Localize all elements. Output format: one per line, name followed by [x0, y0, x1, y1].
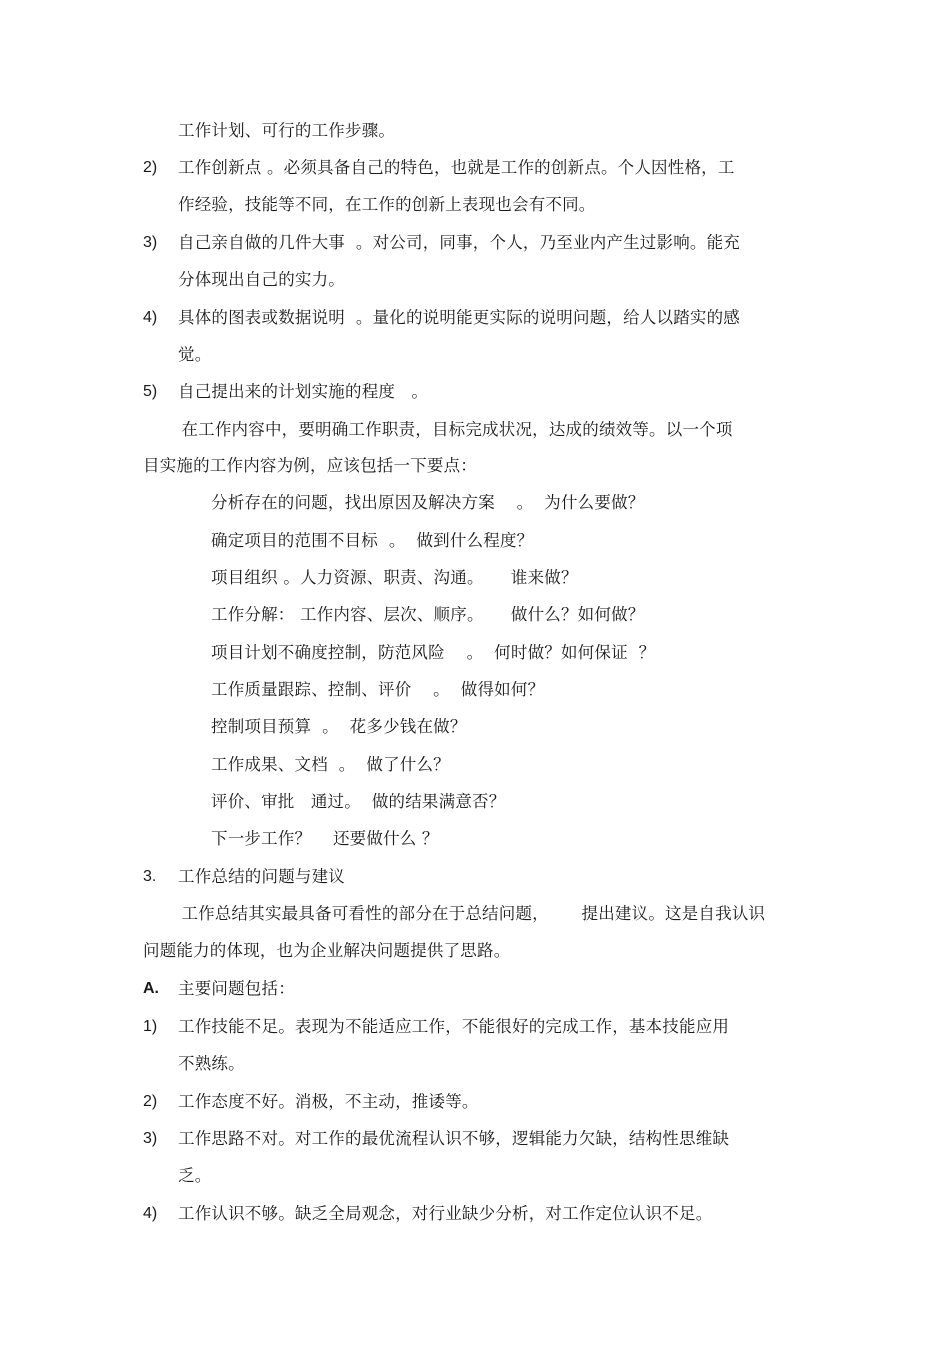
- text-line: 工作计划、可行的工作步骤。: [178, 121, 396, 140]
- list-item-text: 自己亲自做的几件大事 。对公司，同事，个人，乃至业内产生过影响。能充: [178, 233, 740, 252]
- key-point: 工作分解： 工作内容、层次、顺序。 做什么？如何做？: [211, 605, 645, 624]
- key-point: 评价、审批 通过。 做的结果满意否？: [211, 792, 506, 811]
- list-item-text: 工作创新点 。必须具备自己的特色，也就是工作的创新点。个人因性格，工: [178, 158, 735, 177]
- list-item-text: 作经验，技能等不同，在工作的创新上表现也会有不同。: [178, 195, 596, 214]
- list-item-text: 工作认识不够。缺乏全局观念，对行业缺少分析，对工作定位认识不足。: [178, 1204, 713, 1223]
- key-point: 下一步工作？ 还要做什么 ？: [211, 829, 439, 848]
- list-number: 3): [143, 234, 158, 251]
- key-point: 项目计划不确度控制，防范风险 。 何时做？如何保证 ？: [211, 643, 656, 662]
- key-point: 确定项目的范围不目标 。 做到什么程度？: [211, 531, 534, 550]
- list-number: 2): [143, 1093, 158, 1110]
- list-item-text: 具体的图表或数据说明 。量化的说明能更实际的说明问题，给人以踏实的感: [178, 308, 740, 327]
- key-point: 工作质量跟踪、控制、评价 。 做得如何？: [211, 680, 545, 699]
- section-number: 3.: [143, 868, 157, 885]
- section-number: A.: [143, 980, 159, 997]
- list-item-text: 觉。: [178, 345, 212, 364]
- list-item-text: 工作技能不足。表现为不能适应工作，不能很好的完成工作，基本技能应用: [178, 1017, 730, 1036]
- key-point: 工作成果、文档 。 做了什么？: [211, 755, 450, 774]
- key-point: 控制项目预算 。 花多少钱在做？: [211, 717, 467, 736]
- list-item-text: 工作态度不好。消极，不主动，推诿等。: [178, 1092, 479, 1111]
- list-number: 4): [143, 309, 158, 326]
- key-point: 分析存在的问题，找出原因及解决方案 。 为什么要做？: [211, 493, 645, 512]
- list-number: 1): [143, 1018, 158, 1035]
- list-number: 4): [143, 1205, 158, 1222]
- list-item-text: 不熟练。: [178, 1054, 245, 1073]
- list-item-text: 乏。: [178, 1166, 212, 1185]
- list-number: 3): [143, 1130, 158, 1147]
- list-number: 5): [143, 383, 158, 400]
- paragraph-line: 工作总结其实最具备可看性的部分在于总结问题， 提出建议。这是自我认识: [176, 904, 766, 923]
- key-point: 项目组织 。人力资源、职责、沟通。 谁来做？: [211, 568, 578, 587]
- list-number: 2): [143, 159, 158, 176]
- list-item-text: 自己提出来的计划实施的程度 。: [178, 382, 429, 401]
- paragraph-line: 目实施的工作内容为例，应该包括一下要点：: [143, 456, 477, 475]
- paragraph-line: 在工作内容中，要明确工作职责，目标完成状况，达成的绩效等。以一个项: [176, 420, 733, 439]
- section-title: 主要问题包括：: [178, 979, 295, 998]
- section-title: 工作总结的问题与建议: [178, 867, 345, 886]
- list-item-text: 工作思路不对。对工作的最优流程认识不够，逻辑能力欠缺，结构性思维缺: [178, 1129, 730, 1148]
- list-item-text: 分体现出自己的实力。: [178, 270, 345, 289]
- paragraph-line: 问题能力的体现，也为企业解决问题提供了思路。: [143, 941, 511, 960]
